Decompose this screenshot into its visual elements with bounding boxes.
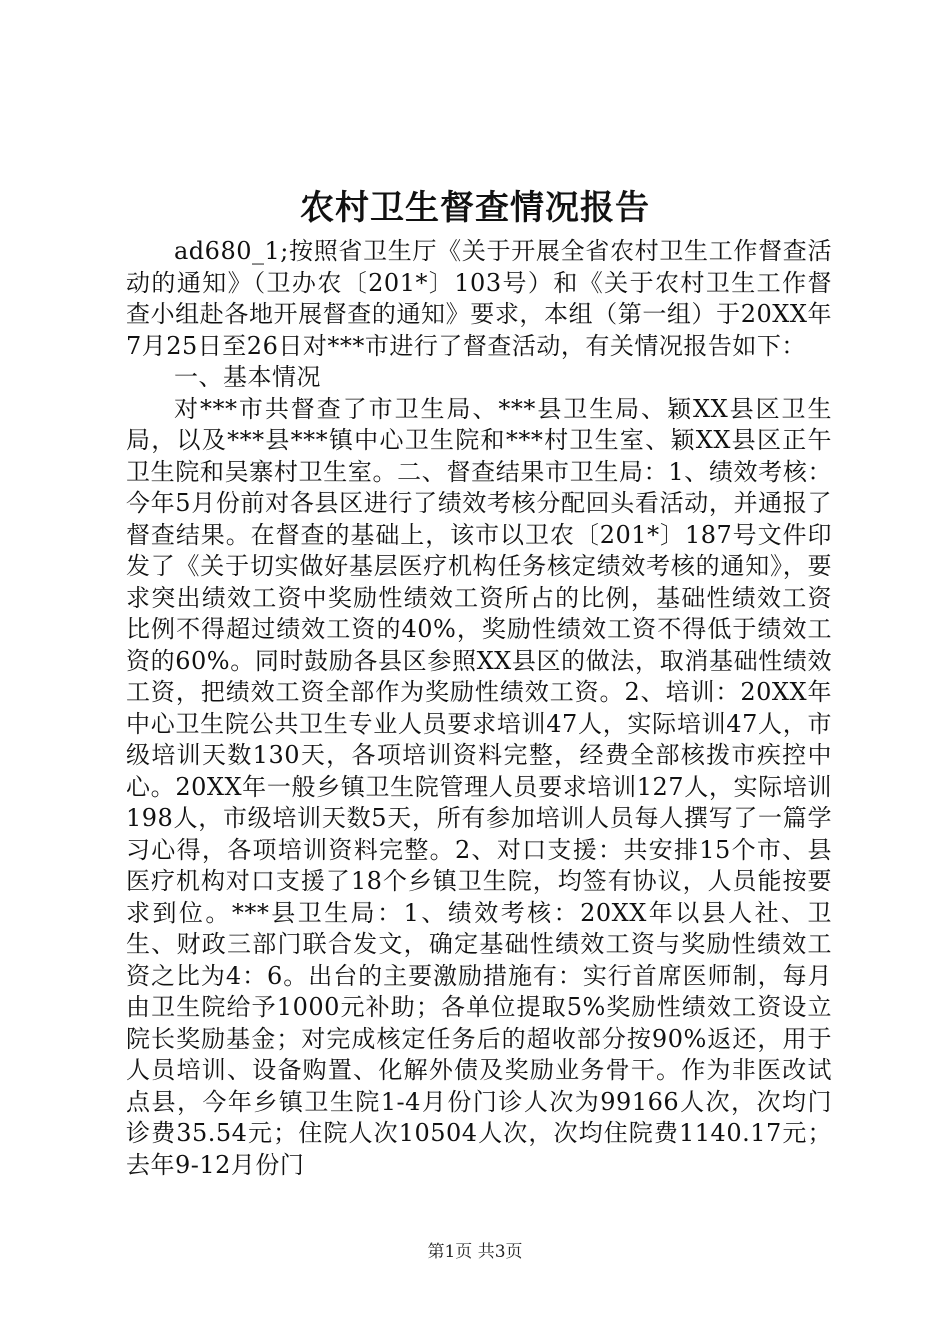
paragraph-intro: ad680_1;按照省卫生厅《关于开展全省农村卫生工作督查活动的通知》（卫办农〔201*〕103号）和《关于农村卫生工作督查小组赴各地开展督查的通知》要求，本组（第一组）于20XX年7月25日至26日对***市进行了督查活动，有关情况报告如下：: [126, 237, 832, 360]
document-title: 农村卫生督查情况报告: [300, 188, 650, 228]
paragraph-section-heading: 一、基本情况: [174, 363, 321, 391]
document-body: [126, 236, 832, 1181]
page-number-footer: 第1页 共3页: [427, 1242, 523, 1262]
paragraph-main: 对***市共督查了市卫生局、***县卫生局、颖XX县区卫生局，以及***县***镇中心卫生院和***村卫生室、颖XX县区正午卫生院和吴寨村卫生室。二、督查结果市卫生局：1、绩效考核：今年5月份前对各县区进行了绩效考核分配回头看活动，并通报了督查结果。在督查的基础上，该市以卫农〔201*〕187号文件印发了《关于切实做好基层医疗机构任务核定绩效考核的通知》，要求突出绩效工资中奖励性绩效工资所占的比例，基础性绩效工资比例不得超过绩效工资的40%，奖励性绩效工资不得低于绩效工资的60%。同时鼓励各县区参照XX县区的做法，取消基础性绩效工资，把绩效工资全部作为奖励性绩效工资。2、培训：20XX年中心卫生院公共卫生专业人员要求培训47人，实际培训47人，市级培训天数130天，各项培训资料完整，经费全部核拨市疾控中心。20XX年一般乡镇卫生院管理人员要求培训127人，实际培训198人，市级培训天数5天，所有参加培训人员每人撰写了一篇学习心得，各项培训资料完整。2、对口支援：共安排15个市、县医疗机构对口支援了18个乡镇卫生院，均签有协议，人员能按要求到位。***县卫生局：1、绩效考核：20XX年以县人社、卫生、财政三部门联合发文，确定基础性绩效工资与奖励性绩效工资之比为4：6。出台的主要激励措施有：实行首席医师制，每月由卫生院给予1000元补助；各单位提取5%奖励性绩效工资设立院长奖励基金；对完成核定任务后的超收部分按90%返还，用于人员培训、设备购置、化解外债及奖励业务骨干。作为非医改试点县，今年乡镇卫生院1-4月份门诊人次为99166人次，次均门诊费35.54元；住院人次10504人次，次均住院费1140.17元；去年9-12月份门: [126, 394, 832, 1179]
